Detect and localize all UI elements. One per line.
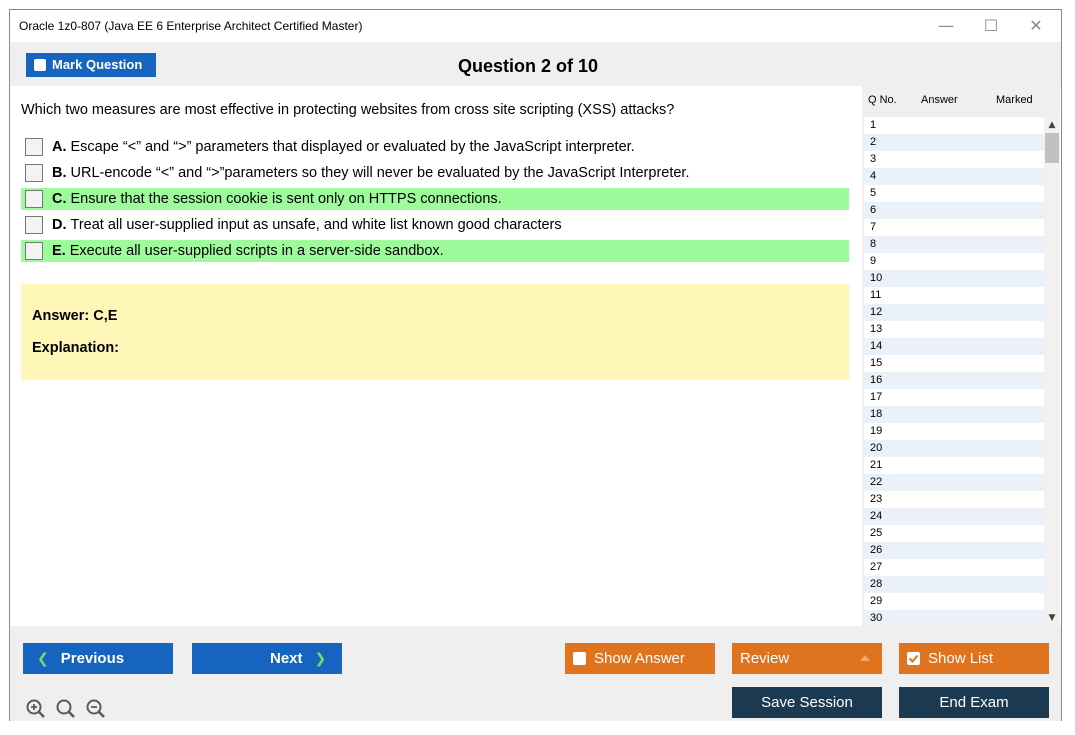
question-list-row[interactable] [864, 355, 1044, 372]
question-list-number: 4 [870, 170, 877, 182]
question-list-number: 15 [870, 357, 883, 369]
review-button[interactable] [732, 643, 882, 674]
question-list-row[interactable] [864, 168, 1044, 185]
review-label: Review [740, 650, 790, 667]
question-list-number: 12 [870, 306, 883, 318]
option-c[interactable] [21, 188, 849, 210]
question-list-row[interactable] [864, 559, 1044, 576]
question-list-row[interactable] [864, 185, 1044, 202]
question-list-number: 17 [870, 391, 883, 403]
question-list-row[interactable] [864, 423, 1044, 440]
question-list-row[interactable] [864, 593, 1044, 610]
option-letter: E. [52, 243, 66, 259]
zoom-out-icon[interactable] [85, 698, 107, 720]
question-list-number: 24 [870, 510, 883, 522]
question-list [864, 117, 1044, 626]
question-list-row[interactable] [864, 134, 1044, 151]
question-list-row[interactable] [864, 491, 1044, 508]
question-list-number: 28 [870, 578, 883, 590]
question-list-number: 19 [870, 425, 883, 437]
checkbox-checked-icon [907, 652, 920, 665]
chevron-right-icon: ❯ [314, 650, 327, 667]
question-list-row[interactable] [864, 406, 1044, 423]
explanation-label: Explanation: [32, 340, 120, 356]
option-checkbox[interactable] [25, 164, 43, 182]
question-list-row[interactable] [864, 253, 1044, 270]
option-letter: B. [52, 165, 67, 181]
option-checkbox[interactable] [25, 138, 43, 156]
option-letter: D. [52, 217, 67, 233]
question-list-number: 3 [870, 153, 877, 165]
option-checkbox[interactable] [25, 216, 43, 234]
question-list-panel [862, 86, 1060, 626]
question-list-number: 11 [870, 289, 882, 301]
question-list-number: 14 [870, 340, 883, 352]
question-list-row[interactable] [864, 576, 1044, 593]
question-list-number: 2 [870, 136, 877, 148]
question-list-row[interactable] [864, 525, 1044, 542]
question-header [10, 42, 1061, 86]
question-list-row[interactable] [864, 236, 1044, 253]
question-list-number: 10 [870, 272, 883, 284]
answer-label: Answer: C,E [32, 308, 118, 324]
question-list-number: 7 [870, 221, 877, 233]
column-header-marked: Marked [996, 94, 1033, 106]
question-list-number: 9 [870, 255, 877, 267]
option-a[interactable] [21, 136, 849, 158]
question-list-number: 22 [870, 476, 883, 488]
question-list-row[interactable] [864, 270, 1044, 287]
option-text: Execute all user-supplied scripts in a server-side sandbox. [69, 243, 444, 259]
show-list-button[interactable] [899, 643, 1049, 674]
maximize-button[interactable]: ☐ [983, 16, 999, 35]
question-list-number: 21 [870, 459, 883, 471]
question-list-row[interactable] [864, 117, 1044, 134]
next-label: Next [270, 650, 303, 667]
column-header-answer: Answer [921, 94, 958, 106]
question-list-row[interactable] [864, 287, 1044, 304]
question-list-number: 23 [870, 493, 883, 505]
show-answer-button[interactable] [565, 643, 715, 674]
option-checkbox[interactable] [25, 190, 43, 208]
chevron-left-icon: ❮ [37, 650, 49, 667]
question-list-number: 16 [870, 374, 883, 386]
list-scrollbar[interactable] [1044, 117, 1060, 626]
previous-label: Previous [60, 650, 125, 667]
question-list-number: 18 [870, 408, 883, 420]
option-d[interactable] [21, 214, 849, 236]
scroll-thumb[interactable] [1045, 133, 1059, 163]
show-answer-label: Show Answer [594, 650, 685, 667]
option-e[interactable] [21, 240, 849, 262]
next-button[interactable] [192, 643, 342, 674]
answer-panel [21, 284, 849, 380]
question-pane [10, 86, 860, 626]
app-window [9, 9, 1062, 721]
window-title: Oracle 1z0-807 (Java EE 6 Enterprise Architect Certified Master) [19, 19, 363, 33]
dropdown-icon [860, 655, 870, 661]
question-list-row[interactable] [864, 610, 1044, 626]
question-list-row[interactable] [864, 321, 1044, 338]
question-number: Question 2 of 10 [457, 56, 599, 76]
question-list-row[interactable] [864, 219, 1044, 236]
question-list-row[interactable] [864, 508, 1044, 525]
question-list-row[interactable] [864, 202, 1044, 219]
option-checkbox[interactable] [25, 242, 43, 260]
question-list-row[interactable] [864, 457, 1044, 474]
question-list-row[interactable] [864, 304, 1044, 321]
option-b[interactable] [21, 162, 849, 184]
question-list-row[interactable] [864, 372, 1044, 389]
end-exam-button[interactable] [899, 687, 1049, 718]
question-list-number: 25 [870, 527, 883, 539]
question-list-number: 8 [870, 238, 877, 250]
option-letter: C. [52, 191, 67, 207]
option-text: Ensure that the session cookie is sent only on HTTPS connections. [70, 191, 502, 207]
show-list-label: Show List [928, 650, 994, 667]
save-session-button[interactable] [732, 687, 882, 718]
question-list-row[interactable] [864, 389, 1044, 406]
zoom-in-icon[interactable] [25, 698, 47, 720]
question-list-number: 5 [870, 187, 877, 199]
checkbox-icon [573, 652, 586, 665]
scroll-down-icon[interactable]: ▼ [1048, 613, 1056, 623]
question-list-row[interactable] [864, 440, 1044, 457]
question-text: Which two measures are most effective in protecting websites from cross site scripting (XSS) attacks? [21, 102, 675, 118]
minimize-button[interactable]: — [938, 16, 954, 35]
question-list-number: 1 [870, 119, 877, 131]
question-list-number: 6 [870, 204, 877, 216]
end-exam-label: End Exam [939, 694, 1009, 711]
option-text: URL-encode “<” and “>”parameters so they will never be evaluated by the JavaScript Interpreter. [70, 165, 690, 181]
question-list-row[interactable] [864, 542, 1044, 559]
column-header-qno: Q No. [868, 94, 897, 106]
question-list-row[interactable] [864, 474, 1044, 491]
scroll-up-icon[interactable]: ▲ [1048, 120, 1056, 130]
option-text: Treat all user-supplied input as unsafe, and white list known good characters [70, 217, 562, 233]
close-button[interactable]: ✕ [1029, 16, 1043, 35]
mark-question-label: Mark Question [52, 57, 143, 72]
option-text: Escape “<” and “>” parameters that displayed or evaluated by the JavaScript interpreter. [70, 139, 635, 155]
question-list-number: 26 [870, 544, 883, 556]
question-list-row[interactable] [864, 151, 1044, 168]
question-list-number: 29 [870, 595, 883, 607]
zoom-reset-icon[interactable] [55, 698, 77, 720]
question-list-number: 27 [870, 561, 883, 573]
question-list-number: 20 [870, 442, 883, 454]
save-session-label: Save Session [761, 694, 853, 711]
question-list-number: 13 [870, 323, 883, 335]
previous-button[interactable] [23, 643, 173, 674]
title-bar [10, 10, 1061, 42]
option-letter: A. [52, 139, 67, 155]
question-list-row[interactable] [864, 338, 1044, 355]
footer-toolbar [10, 626, 1061, 721]
question-list-number: 30 [870, 612, 883, 624]
